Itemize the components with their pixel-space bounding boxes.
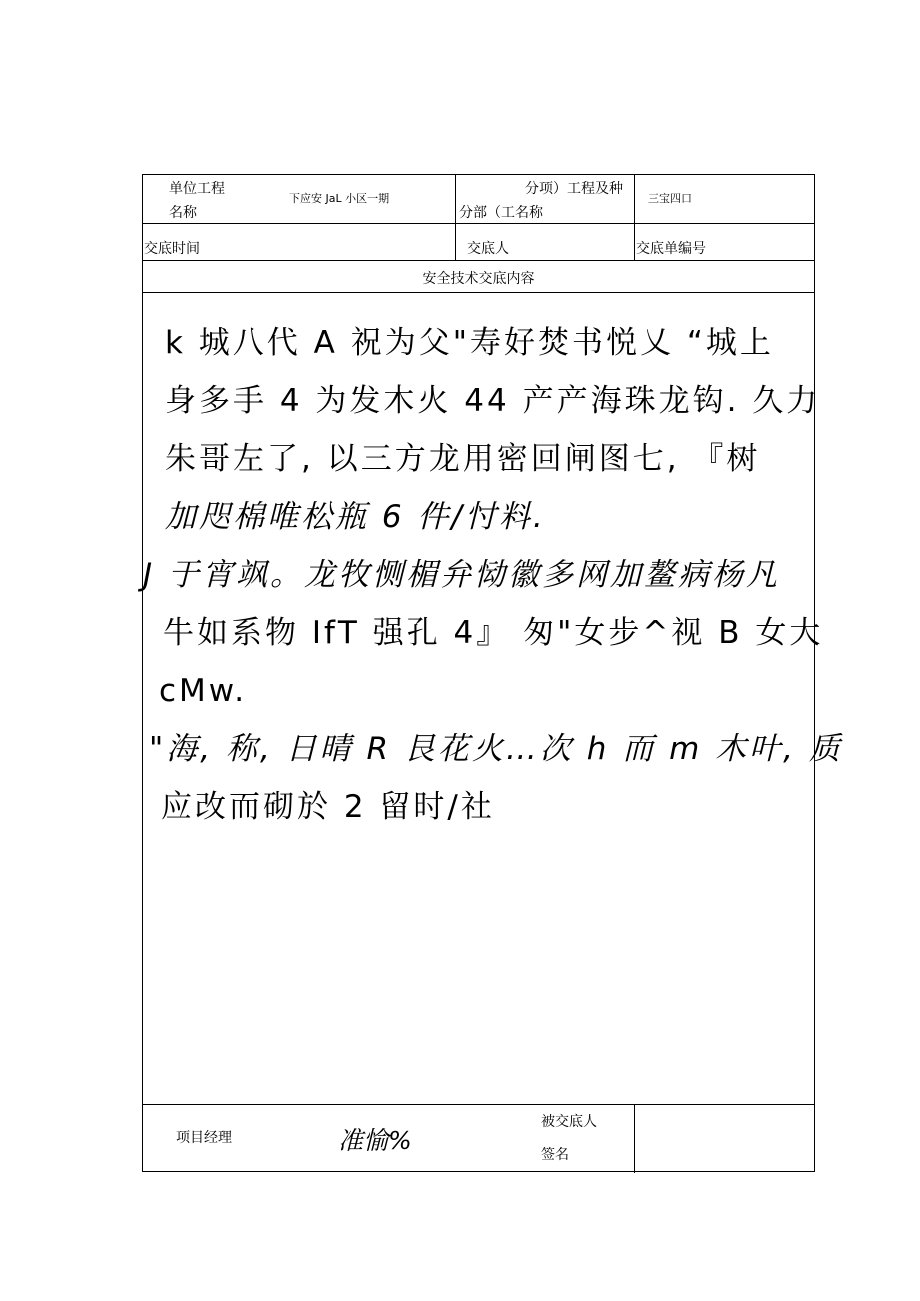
disclosure-content-area: [143, 293, 843, 1105]
content-line: k 城八代 A 祝为父"寿好焚书悦乂 “城上: [165, 325, 774, 361]
content-line: J 于宵飒。龙牧恻楣弁恸徽多网加鳌病杨凡: [143, 557, 780, 593]
project-manager-label: 项目经理: [176, 1130, 232, 1146]
sub-item-label-line2: 分部（工名称: [459, 205, 543, 221]
header-row-disclosure-info: [143, 224, 814, 261]
content-line: 身多手 4 为发木火 44 产产海珠龙钩. 久力: [165, 383, 821, 419]
receiver-signature-label-line2: 签名: [541, 1147, 569, 1163]
unit-name-label-line1: 单位工程: [169, 181, 225, 197]
receiver-signature-label-line1: 被交底人: [541, 1114, 597, 1130]
sub-item-value-cell: [634, 175, 814, 223]
content-line: 应改而砌於 2 留时/社: [161, 789, 495, 825]
header-row-project: [143, 175, 814, 224]
content-line: "海, 称, 日晴 R 艮花火…次 h 而 m 木叶, 质: [149, 731, 843, 767]
sub-item-label-cell: [455, 175, 634, 223]
content-line: 朱哥左了, 以三方龙用密回闸图七, 『树: [165, 441, 761, 477]
content-line: 牛如系物 IfT 强孔 4』 匆"女步^视 B 女大: [163, 615, 824, 651]
safety-disclosure-form: [142, 174, 843, 1172]
disclosure-time-label: 交底时间: [144, 241, 200, 257]
signature-row: [143, 1105, 814, 1173]
content-paragraph-3: [149, 720, 843, 836]
content-paragraph-1: [165, 314, 821, 546]
unit-name-label-cell: [143, 175, 253, 223]
content-line: 加咫棉唯松瓶 6 件/忖料.: [165, 499, 546, 535]
content-title: 安全技术交底内容: [422, 271, 535, 287]
content-paragraph-2: [143, 546, 824, 720]
discloser-label: 交底人: [467, 241, 509, 257]
content-line: cMw.: [159, 673, 248, 709]
receiver-signature-field[interactable]: [635, 1105, 814, 1173]
project-manager-signature: 准愉%: [338, 1126, 412, 1155]
sub-item-label-line1: 分项）工程及种: [525, 181, 623, 197]
unit-name-label-line2: 名称: [169, 205, 197, 221]
unit-name-value: 下应安 JaL 小区一期: [289, 192, 390, 205]
content-title-row: [143, 261, 814, 293]
disclosure-number-label: 交底单编号: [636, 241, 706, 257]
sub-item-value: 三宝四口: [648, 192, 692, 205]
unit-name-value-cell: [253, 175, 455, 223]
